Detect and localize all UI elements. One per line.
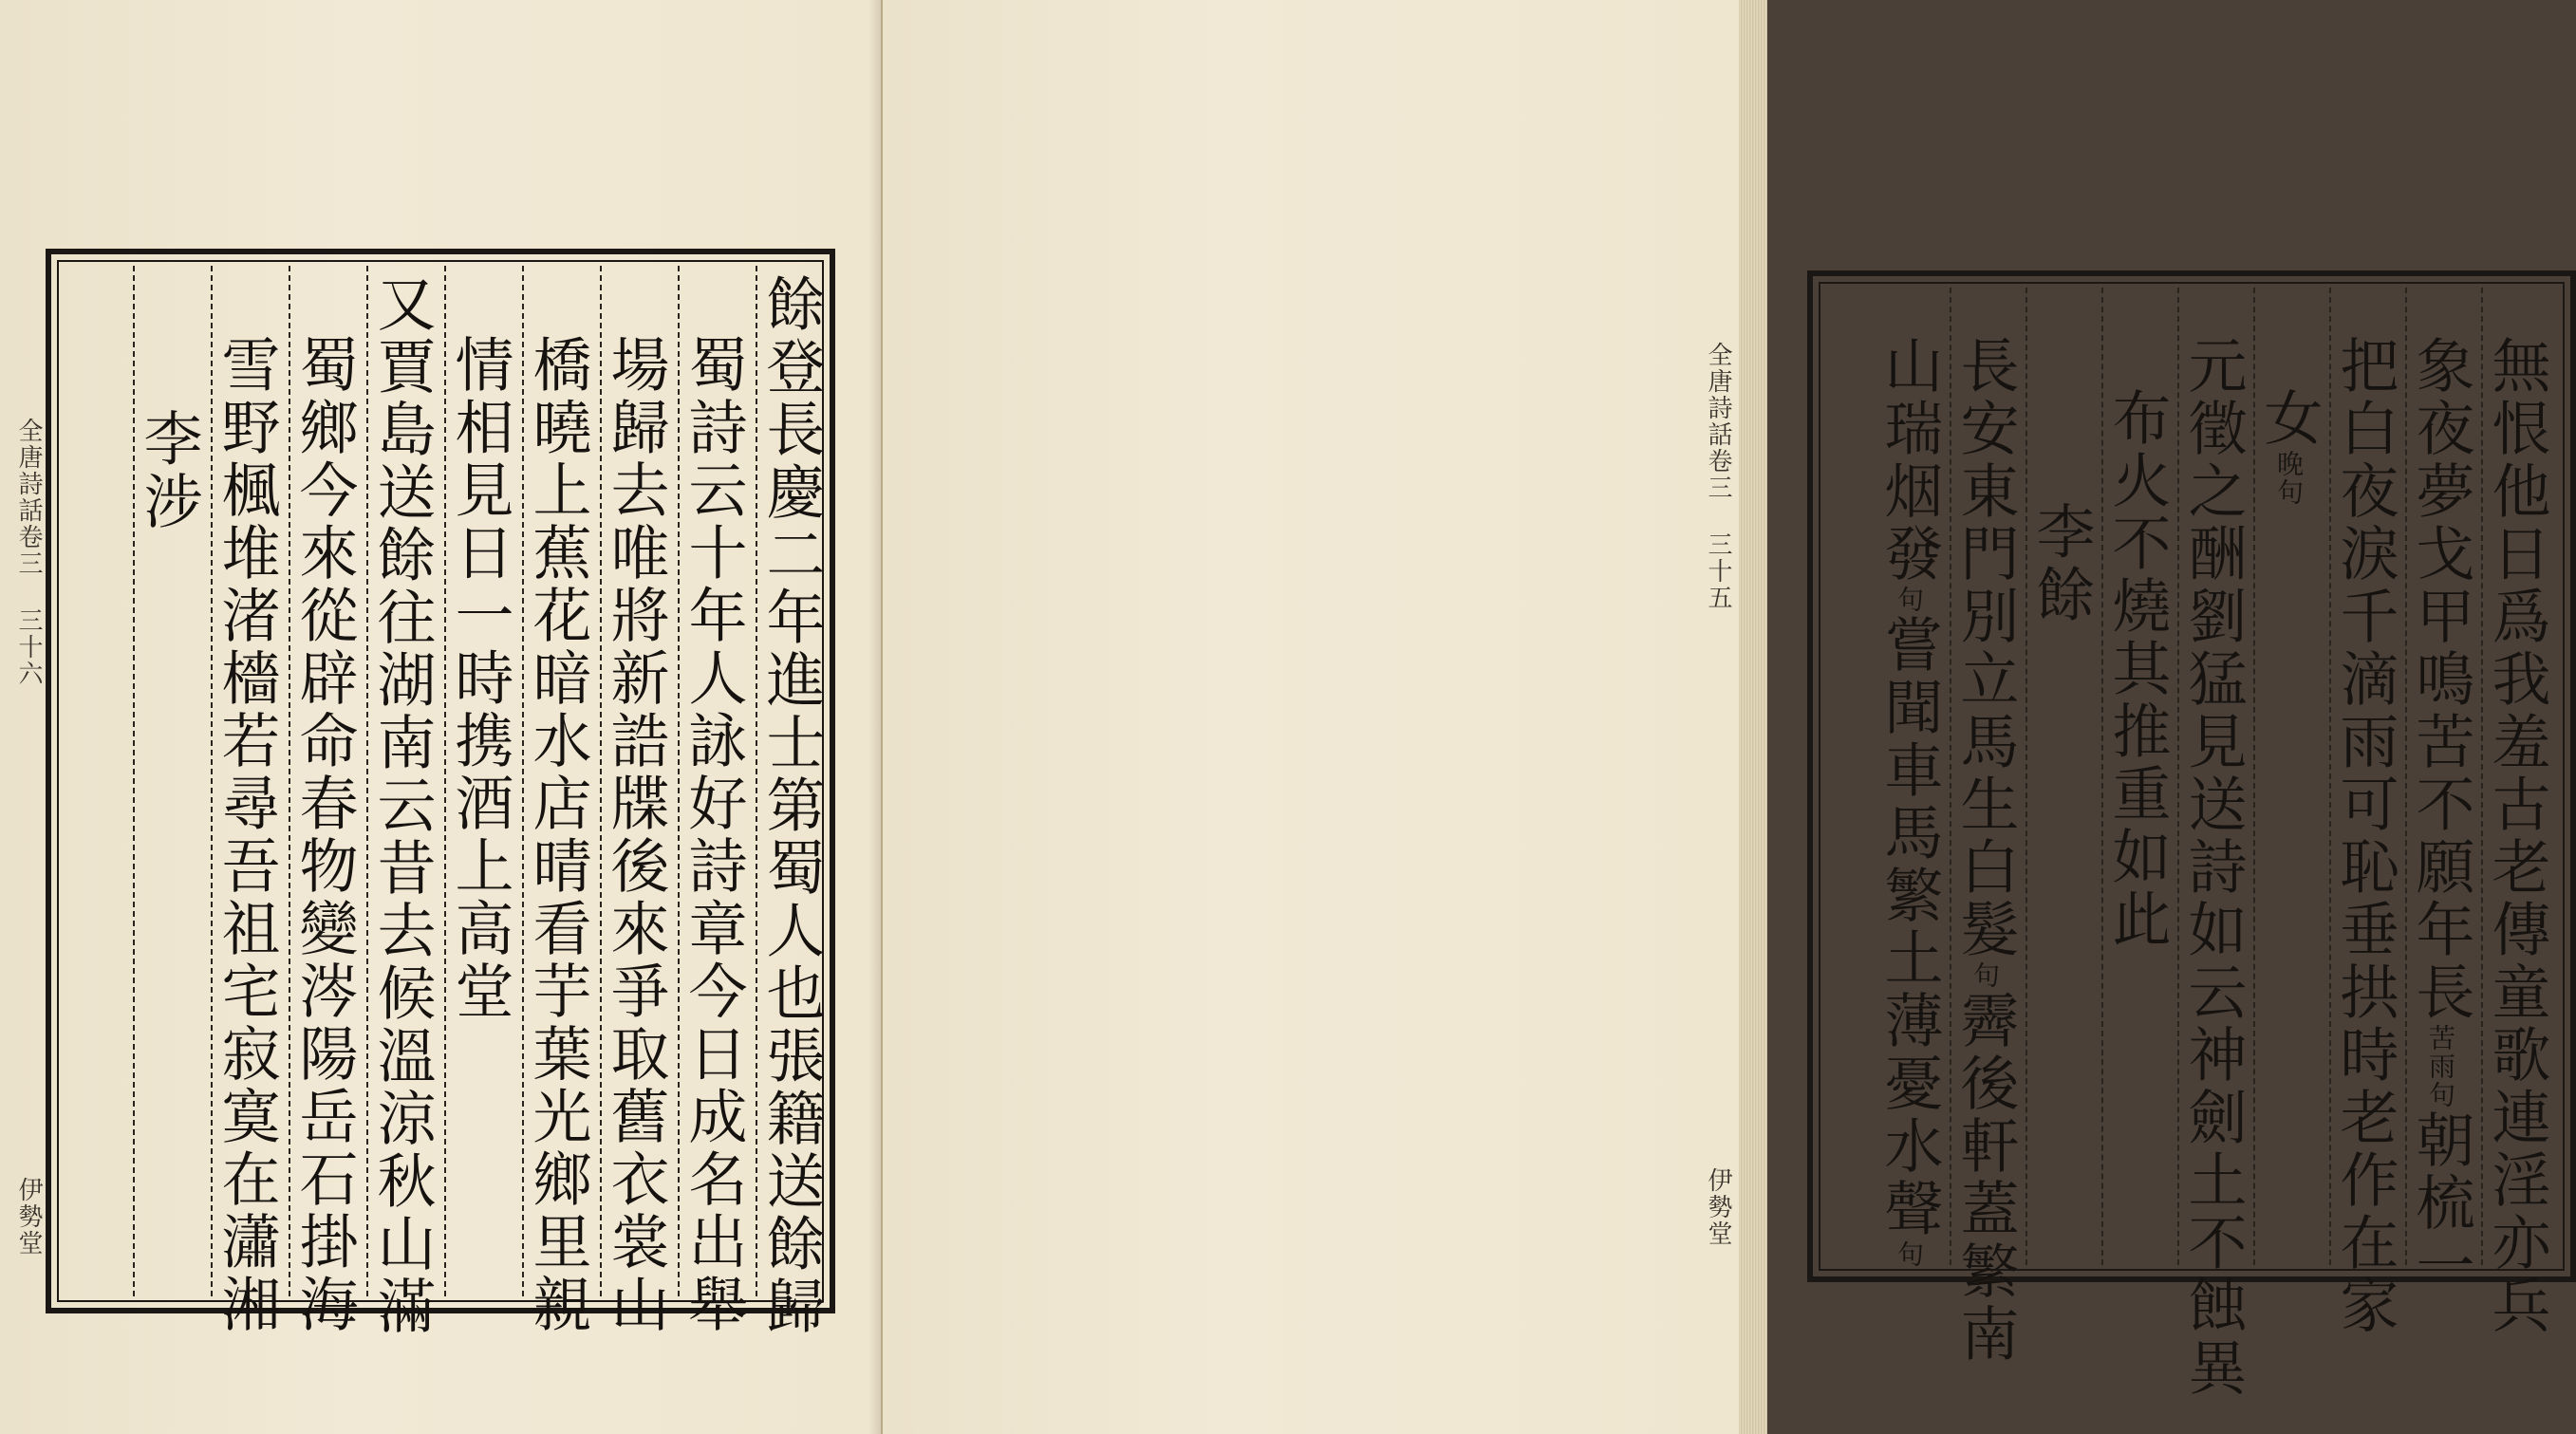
left-column-2: 蜀詩云十年人詠好詩章今日成名出舉 (679, 334, 748, 1336)
right-column-7: 李餘 (2026, 501, 2096, 626)
column-rule (2405, 288, 2407, 1265)
left-margin-page: 三十六 (14, 607, 43, 687)
right-column-4-note: 晚句 (2273, 450, 2305, 507)
left-column-4: 橋曉上蕉花暗水店晴看芋葉光鄉里親 (523, 334, 592, 1336)
column-rule (1950, 288, 1951, 1265)
left-column-9: 李涉 (134, 408, 203, 533)
column-rule (211, 266, 213, 1296)
column-rule (756, 266, 757, 1296)
right-column-8-text: 長安東門別立馬生白髮 (1951, 335, 2020, 961)
right-column-2 (2406, 288, 2475, 1297)
column-rule (522, 266, 524, 1296)
right-column-3: 把白夜淚千滴雨可恥垂拱時老作在家 (2330, 335, 2399, 1337)
left-column-8: 雪野楓堆渚檣若尋吾祖宅寂寞在瀟湘 (212, 334, 281, 1336)
left-column-7: 蜀鄉今來從辟命春物變涔陽岳石掛海 (289, 334, 359, 1336)
right-column-9-note: 句 (1894, 586, 1925, 614)
right-column-8-note: 句 (1969, 961, 2001, 990)
right-column-2-text: 象夜夢戈甲鳴苦不願年長 (2406, 335, 2475, 1024)
column-rule (2025, 288, 2027, 1265)
right-margin-page: 三十五 (1704, 531, 1732, 611)
page-edges (1739, 0, 1767, 1434)
column-rule (600, 266, 602, 1296)
left-column-6: 又賈島送餘往湖南云昔去候溫涼秋山滿 (367, 273, 437, 1338)
left-page (0, 0, 883, 1434)
right-column-4-text: 女 (2254, 387, 2324, 450)
right-column-9-end: 句 (1894, 1240, 1925, 1269)
right-column-1: 無恨他日爲我羞古老傳童歌連淫亦兵 (2482, 335, 2551, 1337)
right-margin-hall: 伊勢堂 (1704, 1167, 1732, 1247)
column-rule (678, 266, 680, 1296)
right-column-9 (1875, 288, 1944, 1269)
left-margin-title: 全唐詩話卷三 (14, 418, 43, 577)
left-column-1: 餘登長慶二年進士第蜀人也張籍送餘歸 (756, 273, 826, 1338)
left-margin-hall: 伊勢堂 (14, 1177, 43, 1257)
right-column-8 (1951, 288, 2020, 1366)
right-column-2-note: 苦雨句 (2425, 1024, 2456, 1109)
right-column-9-text: 山瑞烟發 (1875, 335, 1944, 586)
right-column-2-rest: 朝梳一 (2406, 1109, 2475, 1297)
column-rule (444, 266, 446, 1296)
right-column-4 (2254, 288, 2324, 1265)
column-rule (2101, 288, 2103, 1265)
right-text-frame (1807, 270, 2576, 1400)
column-rule (2329, 288, 2331, 1265)
right-page (883, 0, 2551, 1434)
right-column-5: 元徵之酬劉猛見送詩如云神劍土不蝕異 (2178, 335, 2248, 1400)
right-column-8-rest: 霽後軒蓋繁南 (1951, 990, 2020, 1366)
column-rule (2177, 288, 2179, 1265)
right-column-9-rest: 嘗聞車馬繁土薄憂水聲 (1875, 614, 1944, 1240)
right-margin-title: 全唐詩話卷三 (1704, 342, 1732, 501)
column-rule (133, 266, 135, 1296)
left-column-3: 場歸去唯將新誥牒後來爭取舊衣裳山 (601, 334, 670, 1336)
column-rule (2253, 288, 2255, 1265)
column-rule (366, 266, 368, 1296)
left-text-frame (46, 249, 835, 1338)
right-column-6: 布火不燒其推重如此 (2102, 387, 2172, 951)
column-rule (289, 266, 290, 1296)
left-column-5: 情相見日一時携酒上高堂 (445, 334, 514, 1023)
column-rule (2481, 288, 2483, 1265)
